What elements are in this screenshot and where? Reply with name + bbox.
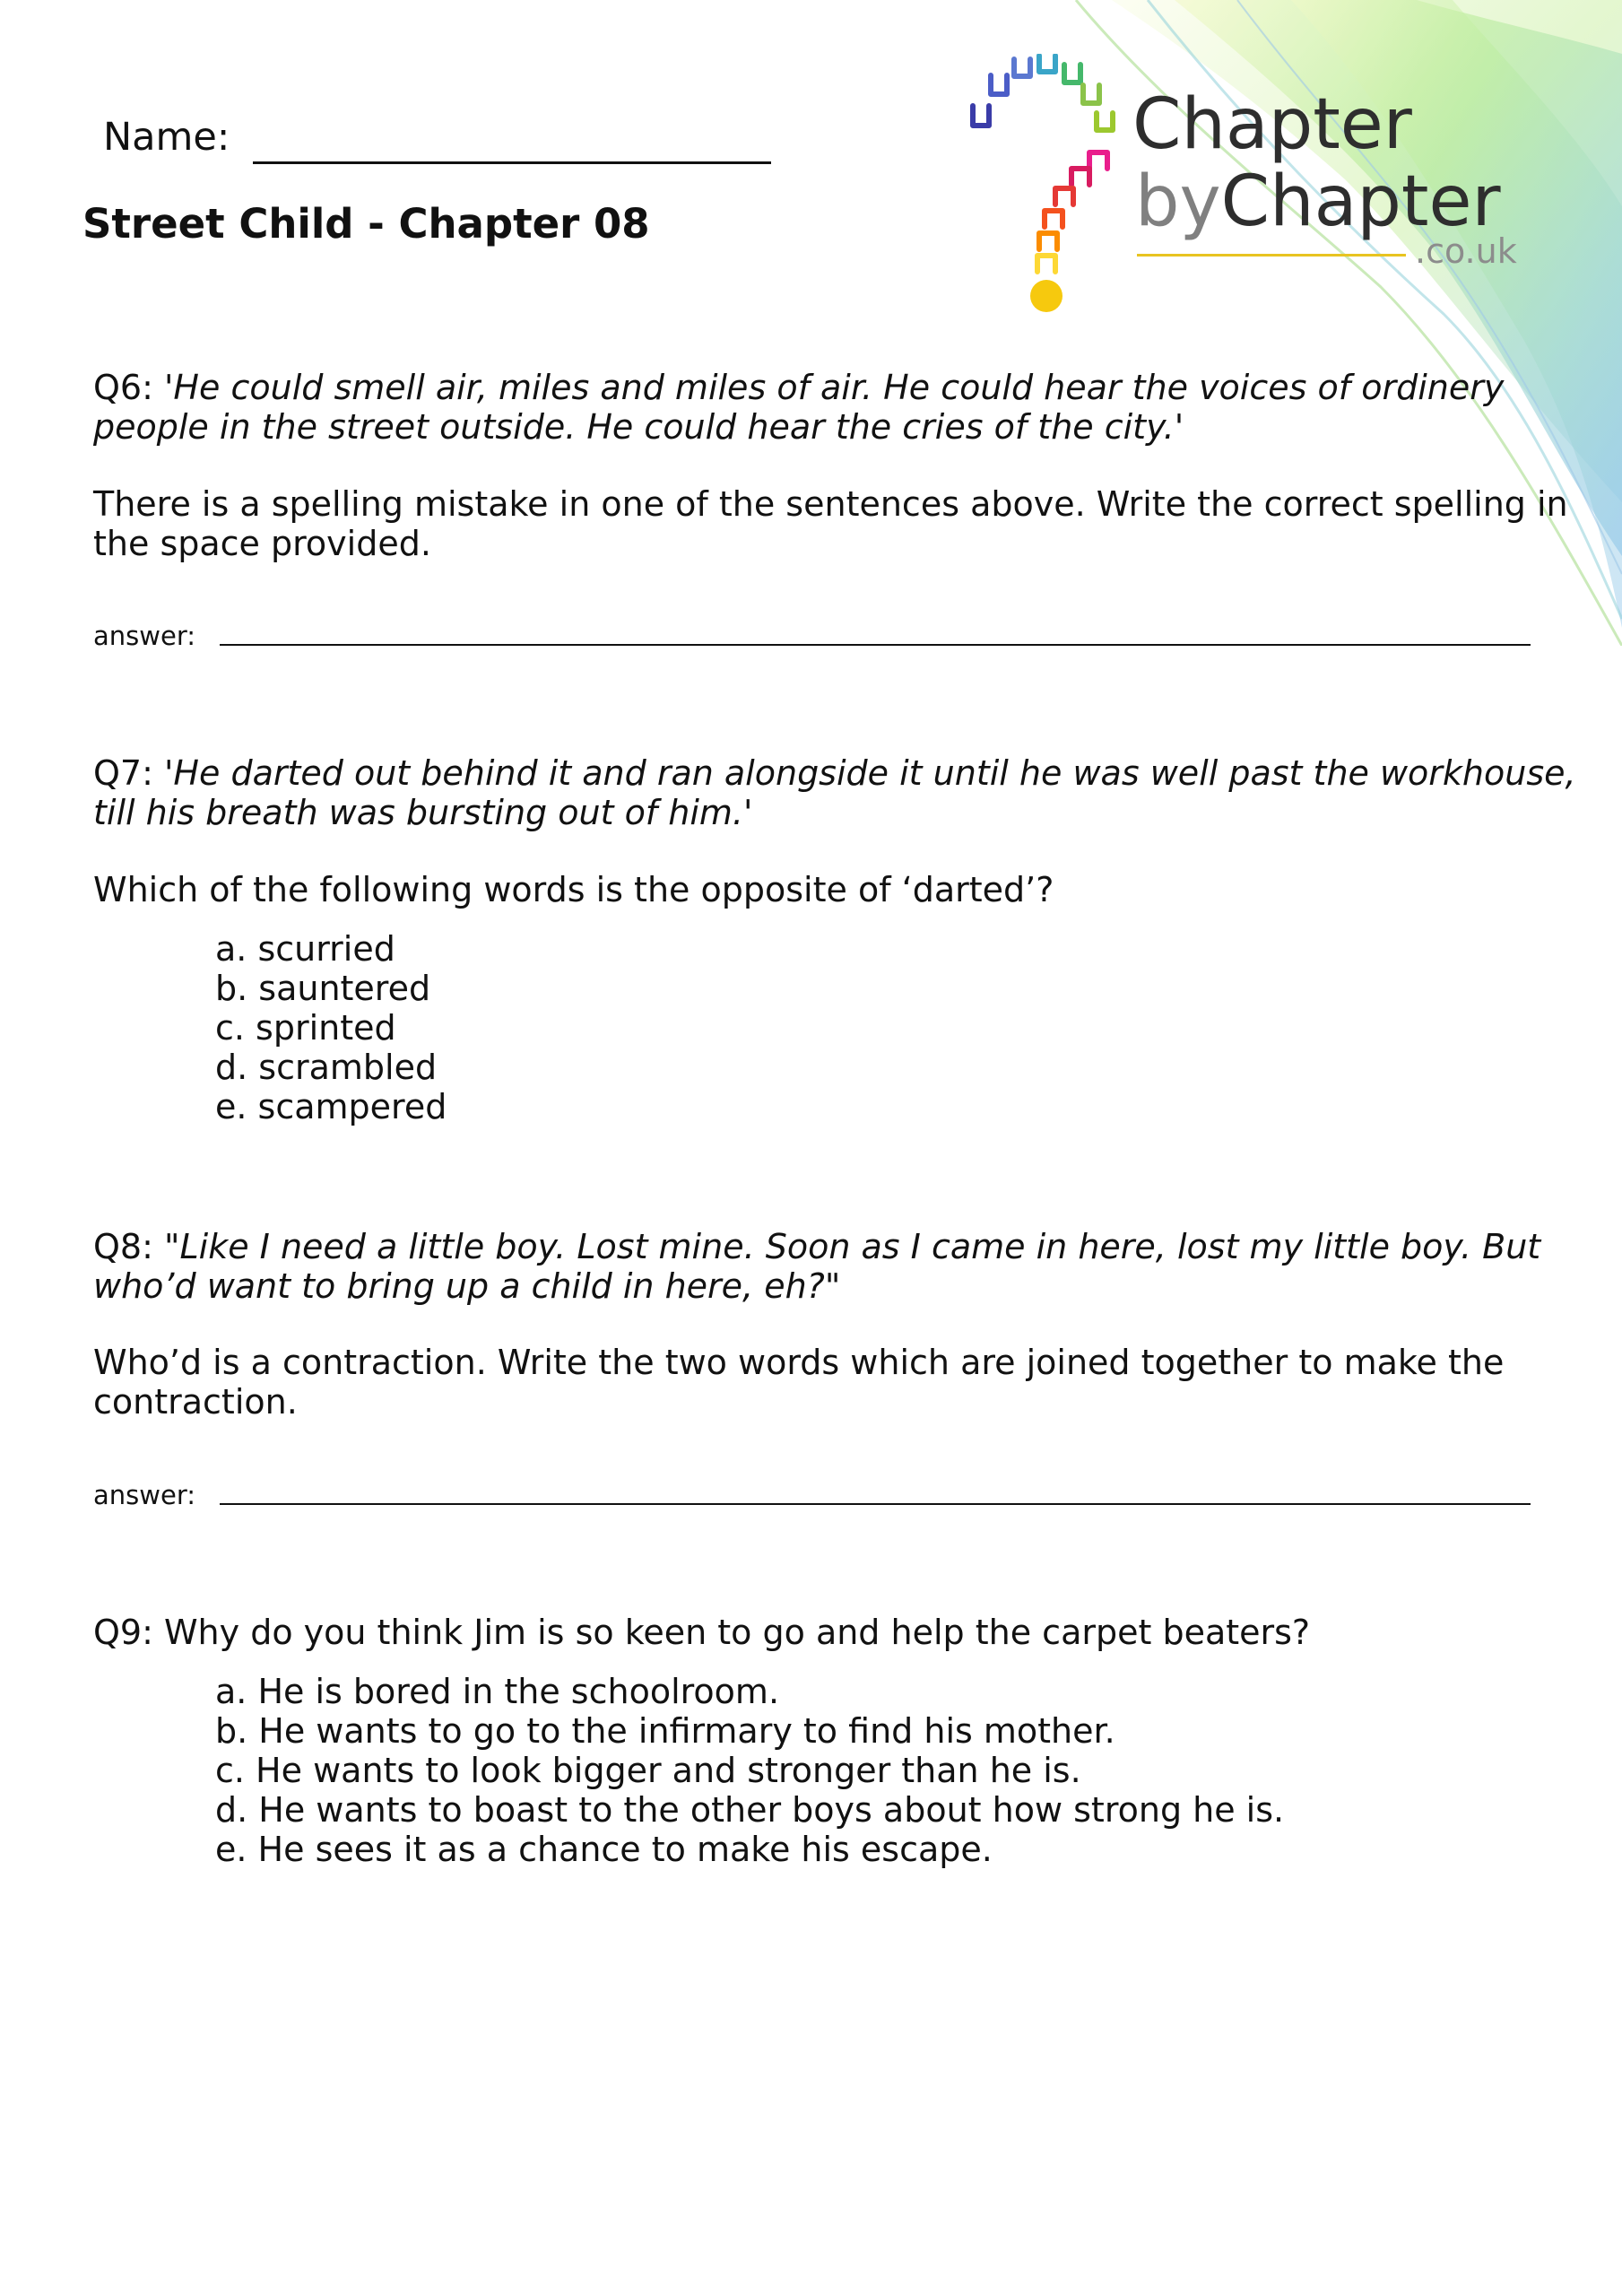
logo-text-by: by bbox=[1135, 161, 1221, 242]
question-8-number: Q8: bbox=[93, 1227, 153, 1266]
name-input-line[interactable] bbox=[253, 161, 771, 164]
question-9-option-d[interactable]: d. He wants to boast to the other boys about how strong he is. bbox=[215, 1790, 1285, 1830]
logo-domain: .co.uk bbox=[1415, 231, 1517, 271]
question-8-answer-line[interactable] bbox=[220, 1503, 1531, 1505]
logo-text-chapter-2: Chapter bbox=[1220, 161, 1501, 242]
question-9-options bbox=[215, 1672, 1284, 1869]
question-6-answer-label: answer: bbox=[93, 621, 196, 651]
question-8-prompt-line-2: contraction. bbox=[93, 1382, 298, 1422]
question-6-prompt bbox=[93, 484, 1568, 563]
page-title: Street Child - Chapter 08 bbox=[82, 200, 650, 248]
question-7-quote bbox=[93, 753, 1576, 832]
question-9-text: Why do you think Jim is so keen to go and help the carpet beaters? bbox=[163, 1613, 1311, 1652]
logo-question-mark-icon bbox=[964, 54, 1121, 314]
question-6-number: Q6: bbox=[93, 368, 153, 407]
question-6-quote-line-1: 'He could smell air, miles and miles of air. He could hear the voices of ordinery bbox=[163, 368, 1505, 407]
question-6-quote bbox=[93, 368, 1504, 447]
question-7-options bbox=[215, 929, 447, 1126]
question-8-answer-label: answer: bbox=[93, 1480, 196, 1510]
question-8-prompt-line-1: Who’d is a contraction. Write the two words which are joined together to make the bbox=[93, 1343, 1505, 1382]
question-6-prompt-line-1: There is a spelling mistake in one of the sentences above. Write the correct spelling in bbox=[93, 484, 1568, 524]
question-7-option-d[interactable]: d. scrambled bbox=[215, 1048, 438, 1087]
name-label: Name: bbox=[103, 115, 230, 160]
question-9-number: Q9: bbox=[93, 1613, 153, 1652]
question-7-prompt bbox=[93, 870, 1054, 909]
question-6-answer-line[interactable] bbox=[220, 644, 1531, 646]
question-9-option-c[interactable]: c. He wants to look bigger and stronger than he is. bbox=[215, 1751, 1081, 1790]
question-6-prompt-line-2: the space provided. bbox=[93, 524, 431, 563]
question-7-option-a[interactable]: a. scurried bbox=[215, 929, 395, 969]
question-9-option-a[interactable]: a. He is bored in the schoolroom. bbox=[215, 1672, 780, 1711]
question-8-quote-line-1: "Like I need a little boy. Lost mine. Soon as I came in here, lost my little boy. But bbox=[163, 1227, 1541, 1266]
question-7-prompt-line-1: Which of the following words is the opposite of ‘darted’? bbox=[93, 870, 1054, 909]
question-7-option-c[interactable]: c. sprinted bbox=[215, 1008, 396, 1048]
question-8-quote-line-2: who’d want to bring up a child in here, eh?" bbox=[93, 1266, 841, 1306]
question-7-option-e[interactable]: e. scampered bbox=[215, 1087, 447, 1126]
logo-text-by-chapter bbox=[1135, 161, 1501, 242]
question-9-prompt bbox=[93, 1613, 1310, 1652]
logo-underline bbox=[1137, 254, 1406, 257]
question-7-quote-line-2: till his breath was bursting out of him.' bbox=[93, 793, 753, 832]
question-7-quote-line-1: 'He darted out behind it and ran alongside it until he was well past the workhouse, bbox=[163, 753, 1576, 793]
question-6-quote-line-2: people in the street outside. He could hear the cries of the city.' bbox=[93, 407, 1184, 447]
question-8-quote bbox=[93, 1227, 1540, 1306]
question-7-option-b[interactable]: b. sauntered bbox=[215, 969, 431, 1008]
question-9-option-e[interactable]: e. He sees it as a chance to make his escape. bbox=[215, 1830, 993, 1869]
question-9-option-b[interactable]: b. He wants to go to the infirmary to find his mother. bbox=[215, 1711, 1115, 1751]
question-7-number: Q7: bbox=[93, 753, 153, 793]
question-8-prompt bbox=[93, 1343, 1504, 1422]
logo-text-chapter: Chapter bbox=[1132, 84, 1412, 165]
